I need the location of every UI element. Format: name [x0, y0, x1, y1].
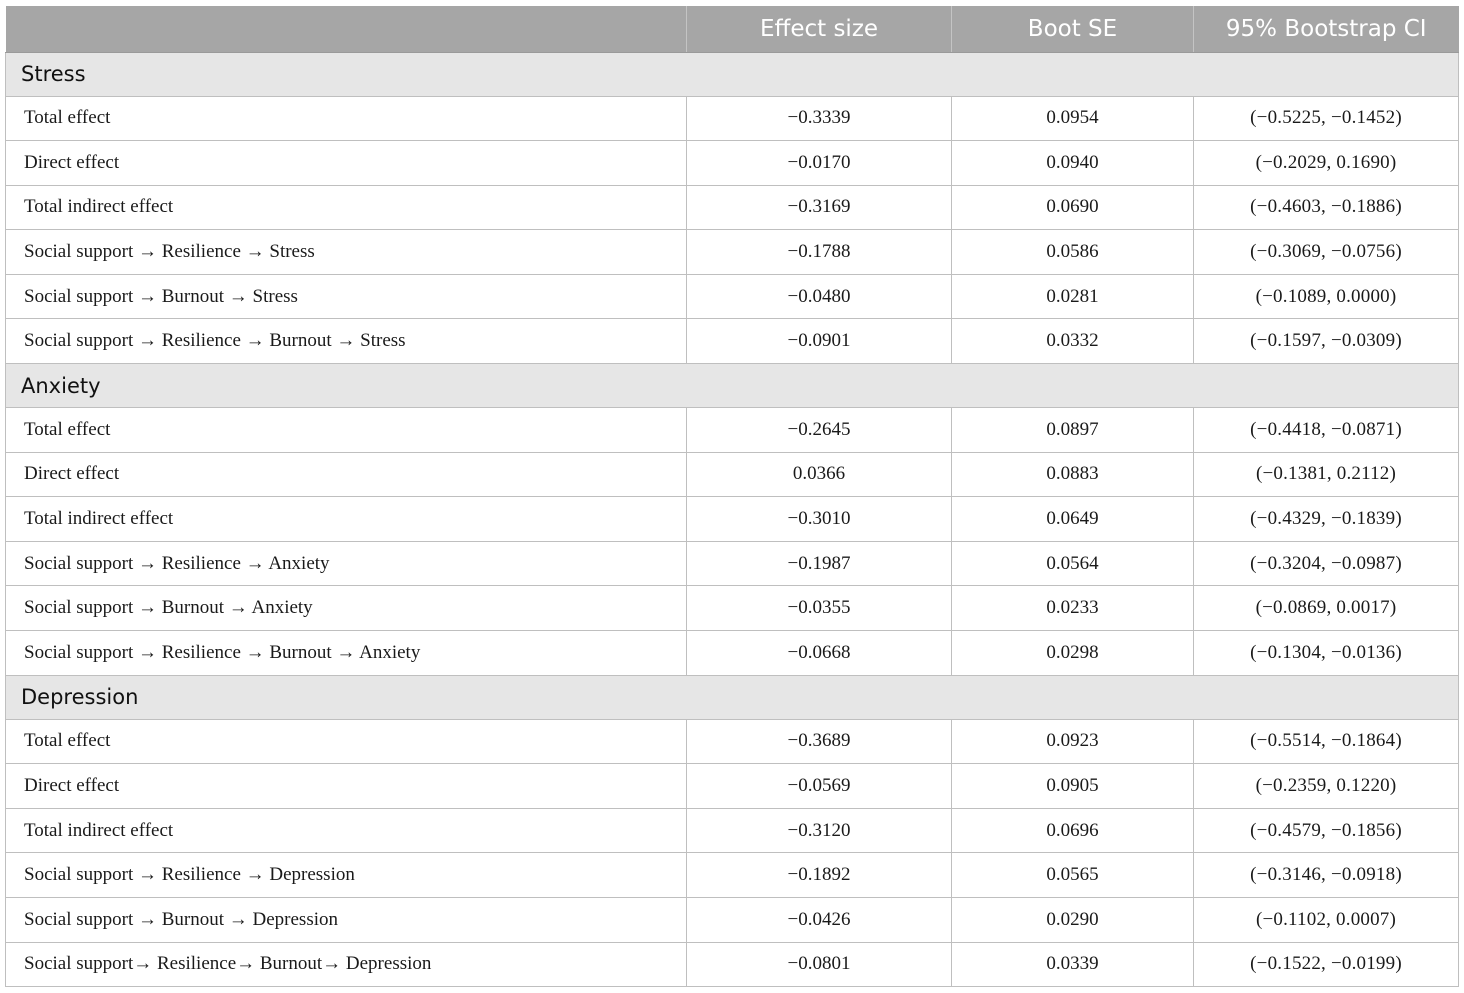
effect-size-cell: −0.2645: [687, 408, 952, 453]
section-row-stress: [6, 52, 1459, 96]
effect-size-cell: −0.3689: [687, 719, 952, 764]
effect-size-cell: −0.0801: [687, 942, 952, 987]
ci-cell: (−0.4329, −0.1839): [1194, 497, 1459, 542]
table-row: [6, 541, 1459, 586]
row-label: Social support → Burnout → Stress: [6, 274, 687, 319]
row-label: Direct effect: [6, 764, 687, 809]
table-row: [6, 319, 1459, 364]
row-label: Total indirect effect: [6, 808, 687, 853]
boot-se-cell: 0.0696: [952, 808, 1194, 853]
section-title: Depression: [6, 675, 1459, 719]
effect-size-cell: −0.1788: [687, 230, 952, 275]
boot-se-cell: 0.0954: [952, 96, 1194, 141]
effect-size-cell: 0.0366: [687, 452, 952, 497]
effect-size-cell: −0.0569: [687, 764, 952, 809]
boot-se-cell: 0.0332: [952, 319, 1194, 364]
row-label: Social support → Resilience → Stress: [6, 230, 687, 275]
boot-se-cell: 0.0883: [952, 452, 1194, 497]
row-label: Total effect: [6, 96, 687, 141]
table-row: [6, 942, 1459, 987]
boot-se-cell: 0.0298: [952, 631, 1194, 676]
effect-size-cell: −0.0170: [687, 141, 952, 186]
ci-cell: (−0.1597, −0.0309): [1194, 319, 1459, 364]
row-label: Social support→ Resilience→ Burnout→ Depression: [6, 942, 687, 987]
row-label: Total indirect effect: [6, 497, 687, 542]
boot-se-cell: 0.0565: [952, 853, 1194, 898]
section-title: Stress: [6, 52, 1459, 96]
effect-size-cell: −0.3339: [687, 96, 952, 141]
ci-cell: (−0.3204, −0.0987): [1194, 541, 1459, 586]
row-label: Social support → Resilience → Burnout → Anxiety: [6, 631, 687, 676]
ci-cell: (−0.1304, −0.0136): [1194, 631, 1459, 676]
effect-size-cell: −0.3169: [687, 185, 952, 230]
table-row: [6, 185, 1459, 230]
ci-cell: (−0.5514, −0.1864): [1194, 719, 1459, 764]
ci-cell: (−0.4418, −0.0871): [1194, 408, 1459, 453]
row-label: Social support → Burnout → Depression: [6, 898, 687, 943]
boot-se-cell: 0.0586: [952, 230, 1194, 275]
ci-cell: (−0.4603, −0.1886): [1194, 185, 1459, 230]
row-label: Social support → Burnout → Anxiety: [6, 586, 687, 631]
header-row: [6, 6, 1459, 52]
boot-se-cell: 0.0897: [952, 408, 1194, 453]
ci-cell: (−0.3069, −0.0756): [1194, 230, 1459, 275]
ci-cell: (−0.1381, 0.2112): [1194, 452, 1459, 497]
table-row: [6, 274, 1459, 319]
effect-size-cell: −0.1987: [687, 541, 952, 586]
ci-cell: (−0.1522, −0.0199): [1194, 942, 1459, 987]
ci-cell: (−0.1089, 0.0000): [1194, 274, 1459, 319]
ci-cell: (−0.5225, −0.1452): [1194, 96, 1459, 141]
boot-se-cell: 0.0290: [952, 898, 1194, 943]
row-label: Direct effect: [6, 452, 687, 497]
header-effect-size: Effect size: [687, 6, 952, 52]
effect-size-cell: −0.0426: [687, 898, 952, 943]
boot-se-cell: 0.0339: [952, 942, 1194, 987]
ci-cell: (−0.4579, −0.1856): [1194, 808, 1459, 853]
row-label: Total effect: [6, 719, 687, 764]
effect-size-cell: −0.0355: [687, 586, 952, 631]
boot-se-cell: 0.0281: [952, 274, 1194, 319]
boot-se-cell: 0.0690: [952, 185, 1194, 230]
section-row-anxiety: [6, 364, 1459, 408]
effect-size-cell: −0.1892: [687, 853, 952, 898]
row-label: Social support → Resilience → Anxiety: [6, 541, 687, 586]
table-row: [6, 764, 1459, 809]
table-row: [6, 141, 1459, 186]
effect-size-cell: −0.0668: [687, 631, 952, 676]
table-row: [6, 898, 1459, 943]
row-label: Social support → Resilience → Burnout → Stress: [6, 319, 687, 364]
header-bootstrap-ci: 95% Bootstrap CI: [1194, 6, 1459, 52]
table-row: [6, 452, 1459, 497]
table-row: [6, 719, 1459, 764]
table-row: [6, 408, 1459, 453]
boot-se-cell: 0.0233: [952, 586, 1194, 631]
section-title: Anxiety: [6, 364, 1459, 408]
row-label: Total effect: [6, 408, 687, 453]
row-label: Total indirect effect: [6, 185, 687, 230]
ci-cell: (−0.2359, 0.1220): [1194, 764, 1459, 809]
ci-cell: (−0.2029, 0.1690): [1194, 141, 1459, 186]
effect-size-cell: −0.3120: [687, 808, 952, 853]
boot-se-cell: 0.0905: [952, 764, 1194, 809]
section-row-depression: [6, 675, 1459, 719]
header-blank: [6, 6, 687, 52]
table-row: [6, 96, 1459, 141]
boot-se-cell: 0.0940: [952, 141, 1194, 186]
table-row: [6, 808, 1459, 853]
table-row: [6, 853, 1459, 898]
mediation-results-table: [5, 6, 1459, 987]
ci-cell: (−0.1102, 0.0007): [1194, 898, 1459, 943]
effect-size-cell: −0.3010: [687, 497, 952, 542]
header-boot-se: Boot SE: [952, 6, 1194, 52]
boot-se-cell: 0.0564: [952, 541, 1194, 586]
table-row: [6, 586, 1459, 631]
effect-size-cell: −0.0901: [687, 319, 952, 364]
ci-cell: (−0.3146, −0.0918): [1194, 853, 1459, 898]
ci-cell: (−0.0869, 0.0017): [1194, 586, 1459, 631]
table-row: [6, 497, 1459, 542]
table-row: [6, 631, 1459, 676]
boot-se-cell: 0.0649: [952, 497, 1194, 542]
table-row: [6, 230, 1459, 275]
row-label: Direct effect: [6, 141, 687, 186]
boot-se-cell: 0.0923: [952, 719, 1194, 764]
row-label: Social support → Resilience → Depression: [6, 853, 687, 898]
effect-size-cell: −0.0480: [687, 274, 952, 319]
